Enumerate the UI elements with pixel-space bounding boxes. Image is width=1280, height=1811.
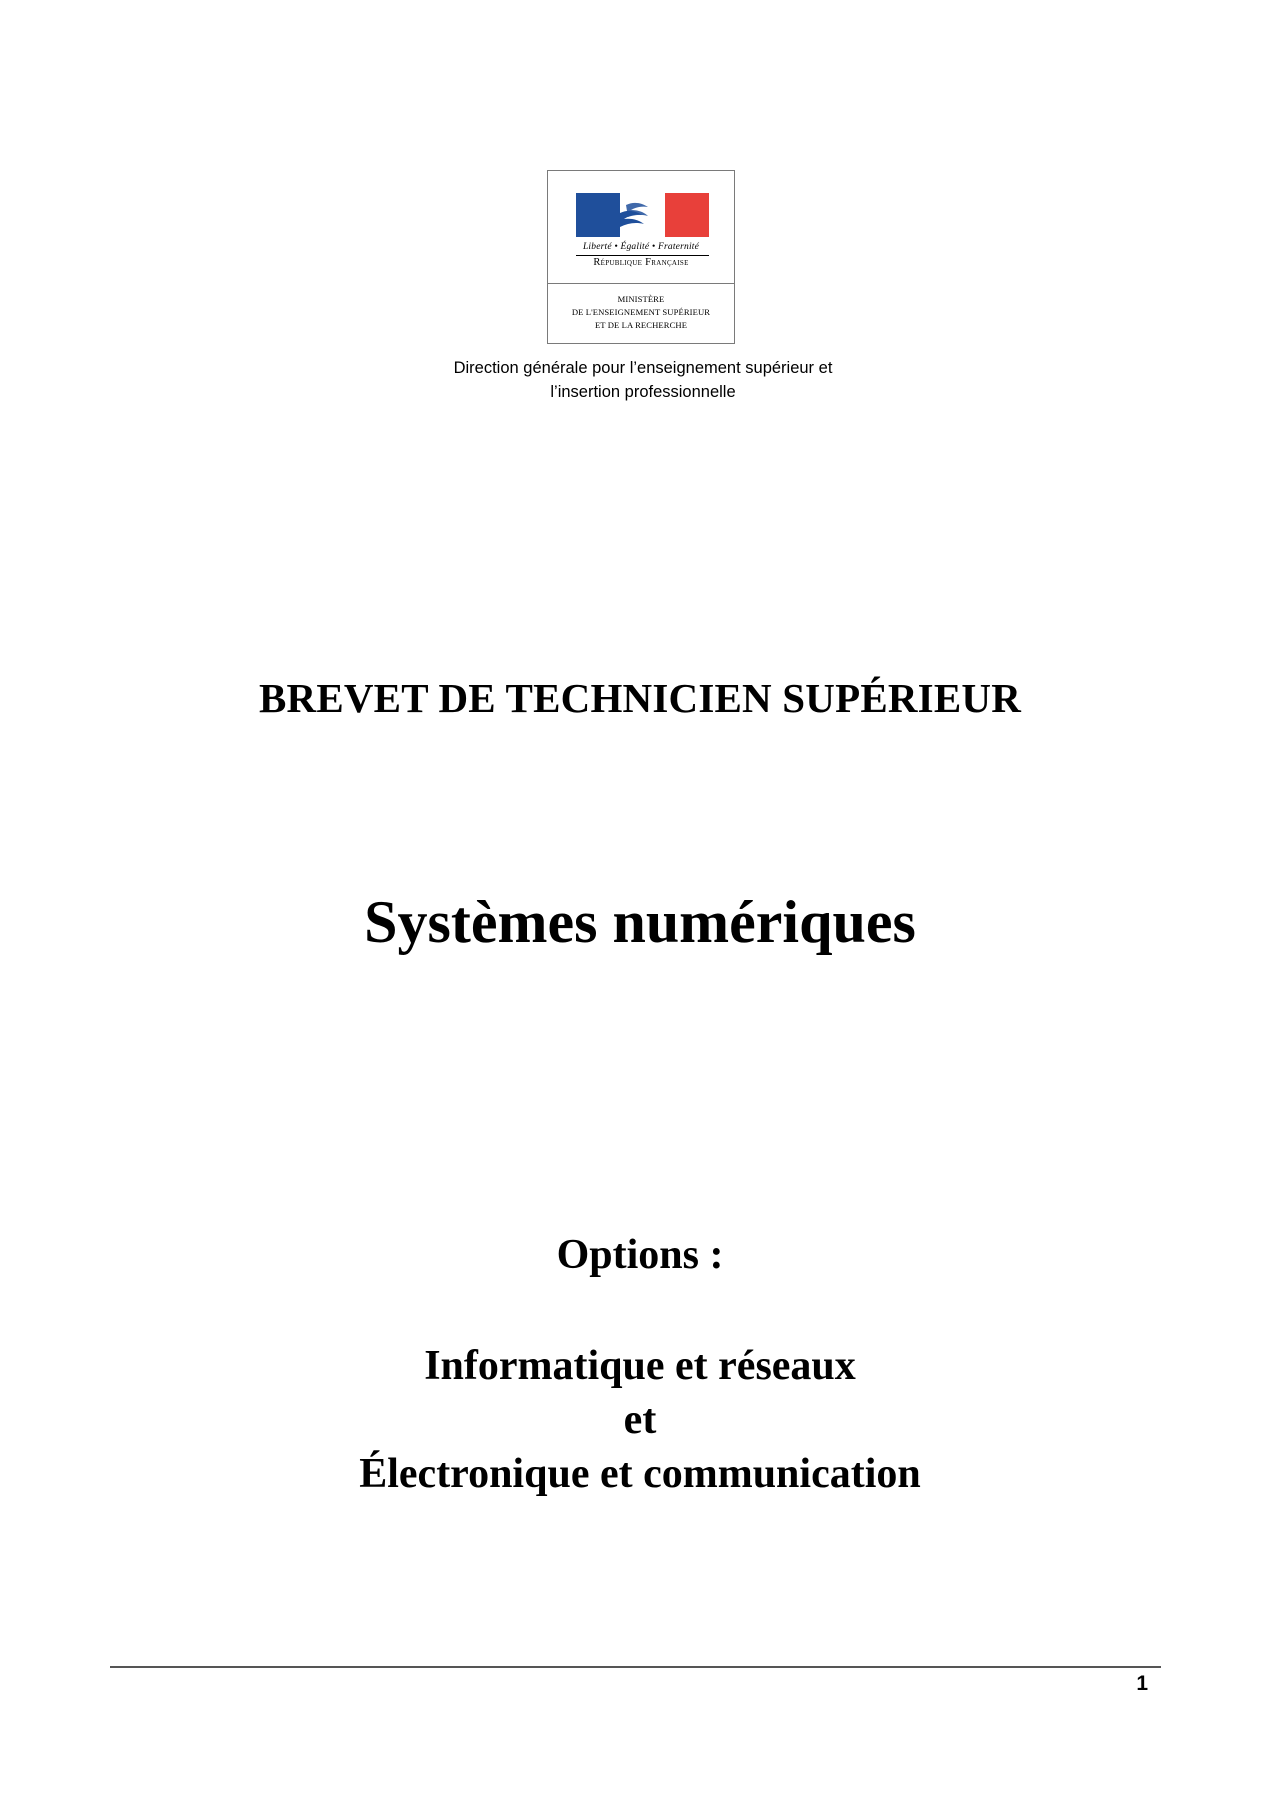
marianne-block (548, 171, 734, 284)
option-item: Informatique et réseaux (424, 1343, 856, 1389)
republic-name: République Française (593, 257, 689, 268)
ministry-line: ET DE LA RECHERCHE (594, 320, 688, 330)
page-number: 1 (1136, 1672, 1148, 1695)
direction-line-1: Direction générale pour l’enseignement supérieur et (453, 359, 833, 377)
republic-motto: Liberté • Égalité • Fraternité (582, 242, 700, 252)
ministry-line: MINISTÈRE (617, 294, 665, 304)
diploma-heading: BREVET DE TECHNICIEN SUPÉRIEUR (258, 675, 1022, 721)
direction-generale (0, 356, 1280, 404)
page-title: Systèmes numériques (364, 889, 916, 955)
options-list (0, 1339, 1280, 1501)
ministry-logo (547, 170, 735, 344)
ministry-name (548, 293, 734, 332)
options-heading: Options : (556, 1232, 724, 1278)
option-conjunction: et (623, 1397, 657, 1443)
direction-line-2: l’insertion professionnelle (550, 383, 736, 401)
marianne-flag-icon (576, 193, 709, 237)
motto-divider (576, 255, 709, 256)
footer-divider (110, 1666, 1161, 1668)
ministry-line: DE L'ENSEIGNEMENT SUPÉRIEUR (571, 307, 711, 317)
option-item: Électronique et communication (359, 1451, 921, 1497)
